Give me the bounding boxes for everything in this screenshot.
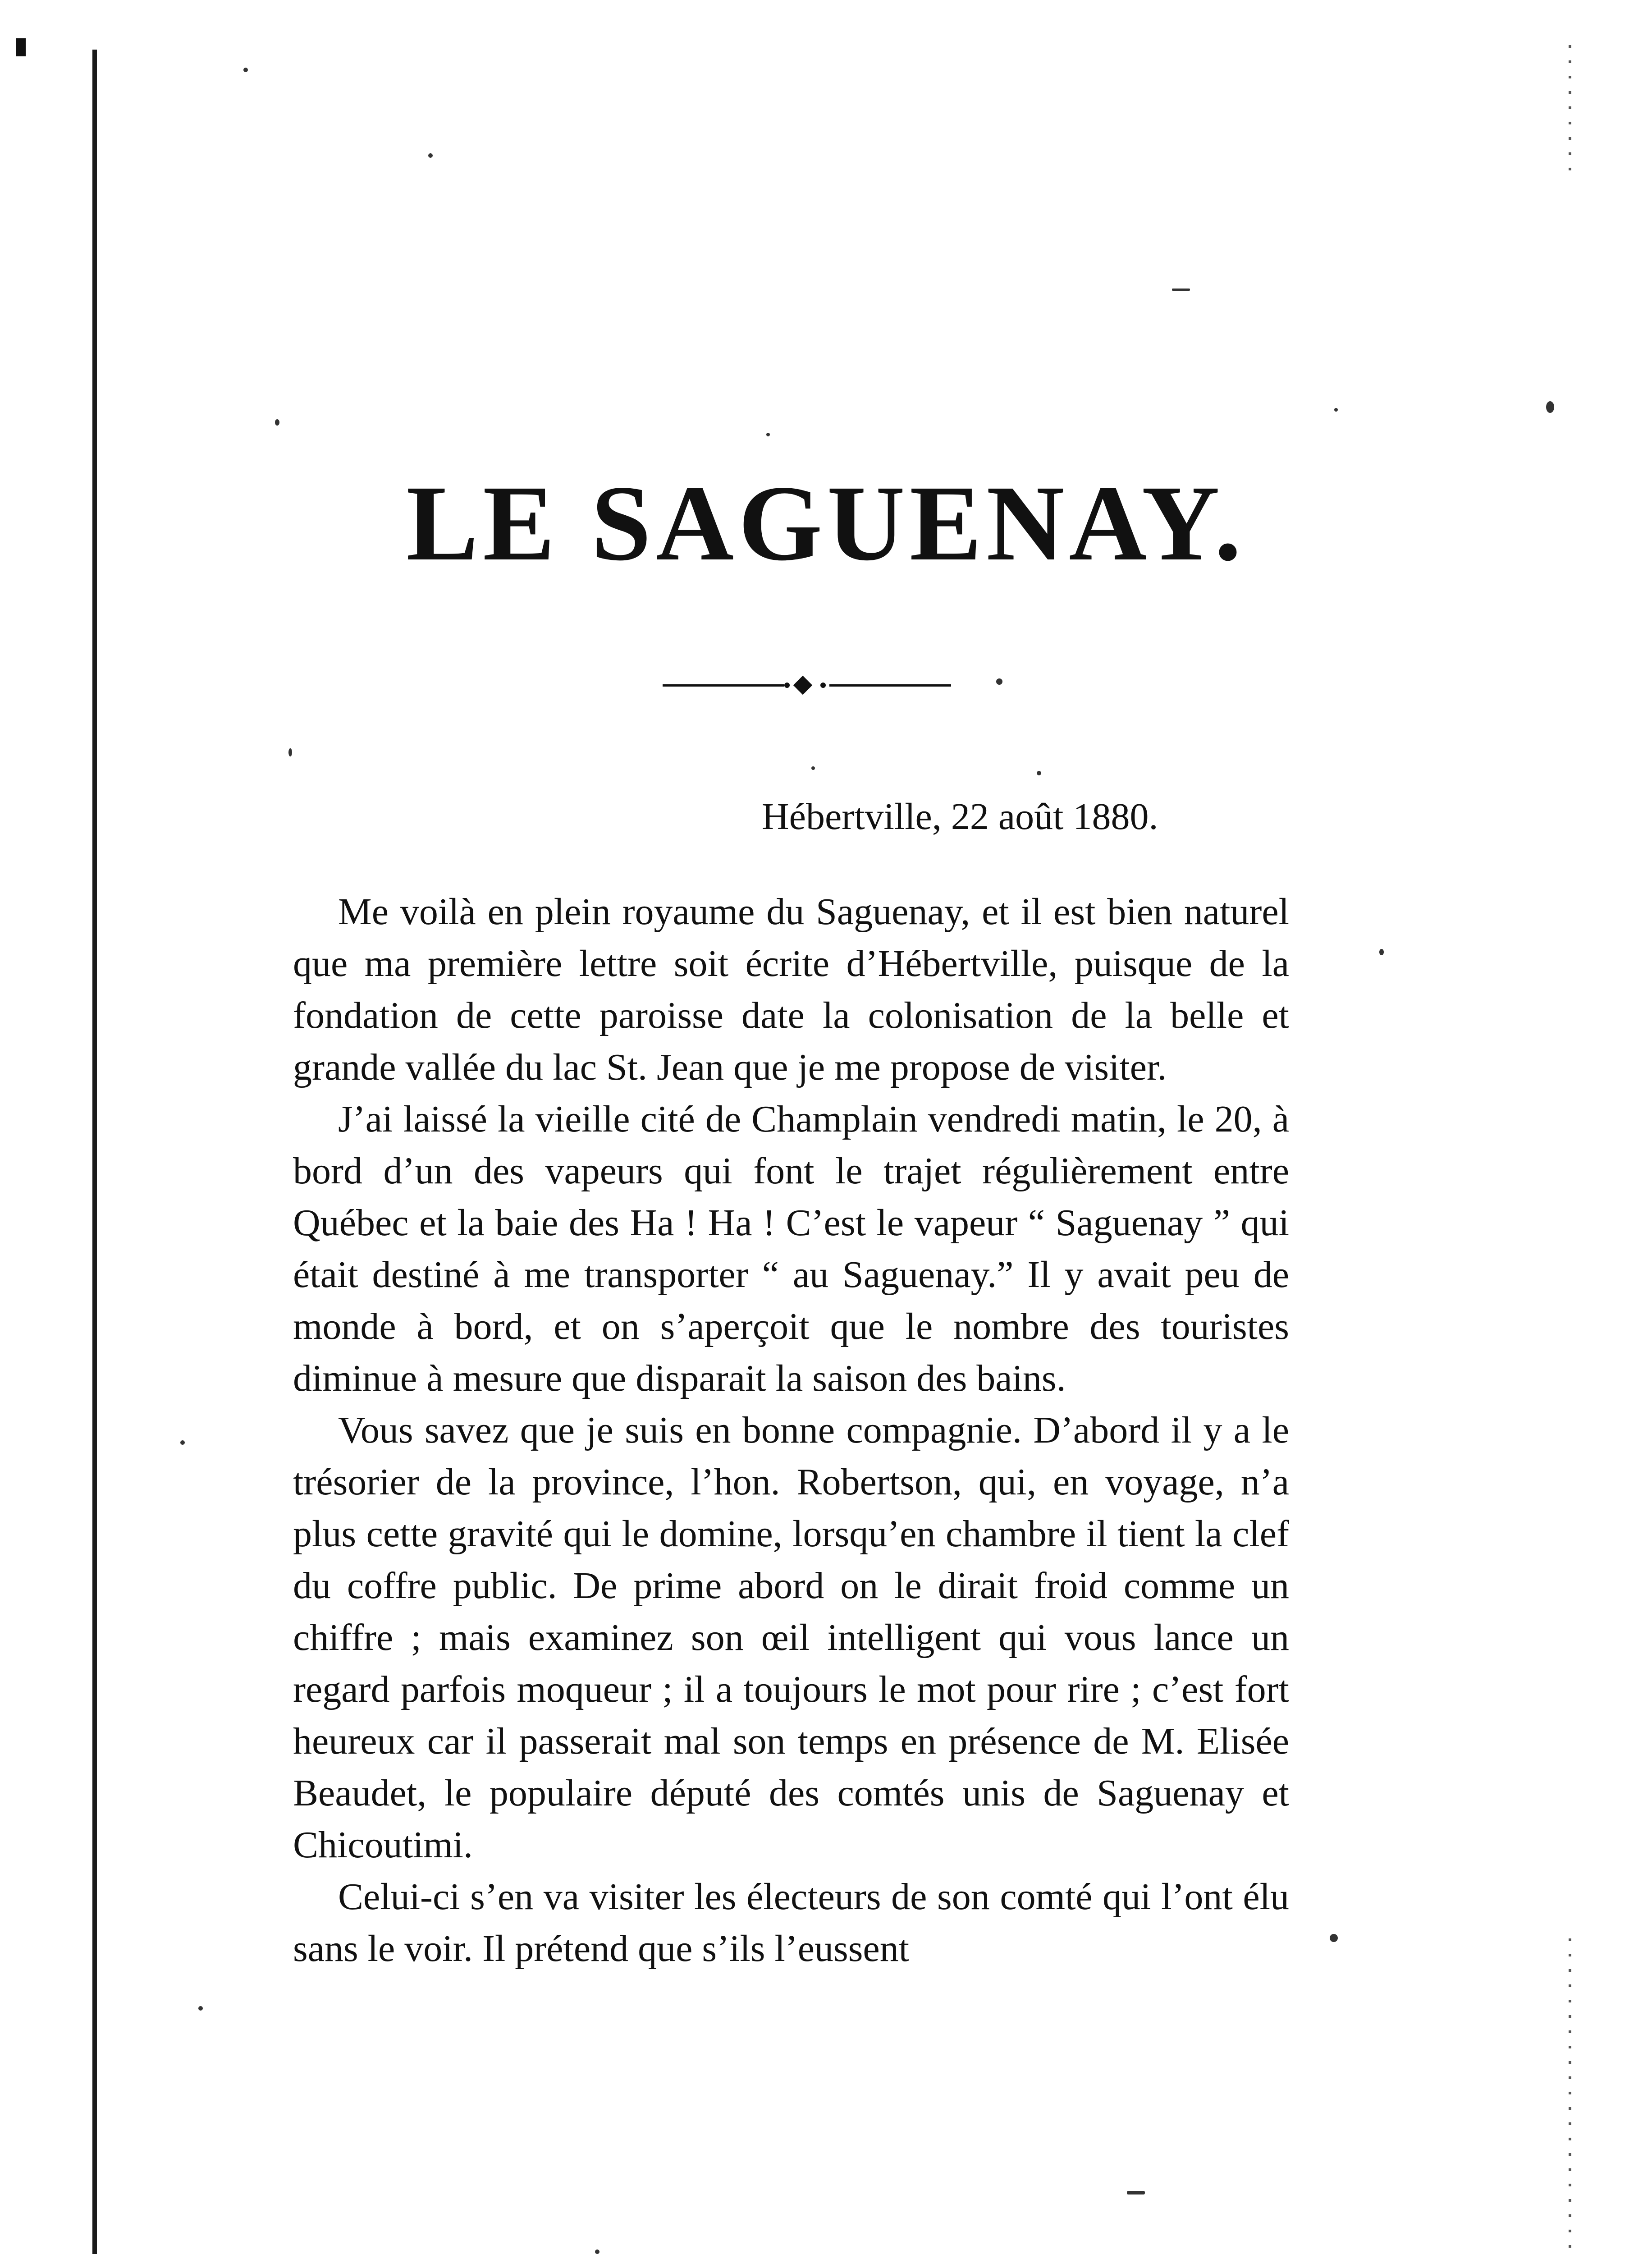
- scan-margin-dots: [1569, 1938, 1571, 2254]
- ornament-dot-right: [820, 683, 826, 688]
- scan-speck: [428, 153, 433, 158]
- scan-speck: [766, 433, 770, 436]
- scan-speck: [1379, 949, 1384, 955]
- scan-corner-mark: [16, 38, 26, 56]
- scan-speck: [1334, 408, 1338, 412]
- scan-speck: [1546, 401, 1554, 413]
- scan-speck: [811, 766, 815, 770]
- scan-speck: [996, 678, 1002, 685]
- letter-body: [293, 886, 1289, 1975]
- ornament-dot-left: [784, 683, 790, 688]
- scan-margin-dots: [1569, 45, 1571, 180]
- letter-dateline: Hébertville, 22 août 1880.: [762, 796, 1158, 838]
- scan-speck: [1330, 1934, 1338, 1942]
- scan-speck: [1037, 771, 1041, 775]
- scan-speck: [198, 2006, 203, 2011]
- binding-gutter-line: [92, 50, 97, 2254]
- paragraph: Celui-ci s’en va visiter les électeurs de son comté qui l’ont élu sans le voir. Il prétend que s’ils l’eussent: [293, 1876, 1289, 1970]
- scan-speck: [275, 419, 279, 426]
- scan-speck: [288, 748, 292, 756]
- paragraph: Vous savez que je suis en bonne compagnie. D’abord il y a le trésorier de la province, l’hon. Robertson, qui, en voyage, n’a plus cette gravité qui le domine, lorsqu’en chambre il tient la clef du coffre public. De prime abord on le dirait froid comme un chiffre ; mais examinez son œil intelligent qui vous lance un regard parfois moqueur ; il a toujours le mot pour rire ; c’est fort heureux car il passerait mal son temps en présence de M. Elisée Beaudet, le populaire député des comtés unis de Saguenay et Chicoutimi.: [293, 1409, 1289, 1866]
- ornament-rule-right: [829, 684, 951, 687]
- ornament-rule-left: [663, 684, 784, 687]
- scan-speck: [1127, 2191, 1145, 2194]
- paragraph: Me voilà en plein royaume du Saguenay, et il est bien naturel que ma première lettre soit écrite d’Hébertville, puisque de la fondation de cette paroisse date la colonisation de la belle et grande vallée du lac St. Jean que je me propose de visiter.: [293, 891, 1289, 1088]
- scan-speck: [595, 2249, 599, 2254]
- page-title: LE SAGUENAY.: [406, 463, 1246, 583]
- ornament-diamond: [793, 676, 812, 695]
- scan-speck: [1172, 289, 1190, 291]
- paragraph: J’ai laissé la vieille cité de Champlain vendredi matin, le 20, à bord d’un des vapeurs qui font le trajet régulièrement entre Québec et la baie des Ha ! Ha ! C’est le vapeur “ Saguenay ” qui était destiné à me transporter “ au Saguenay.” Il y avait peu de monde à bord, et on s’aperçoit que le nombre des touristes diminue à mesure que disparait la saison des bains.: [293, 1098, 1289, 1399]
- scan-speck: [180, 1440, 185, 1445]
- title-ornament-divider: [663, 676, 951, 694]
- scan-speck: [243, 68, 248, 72]
